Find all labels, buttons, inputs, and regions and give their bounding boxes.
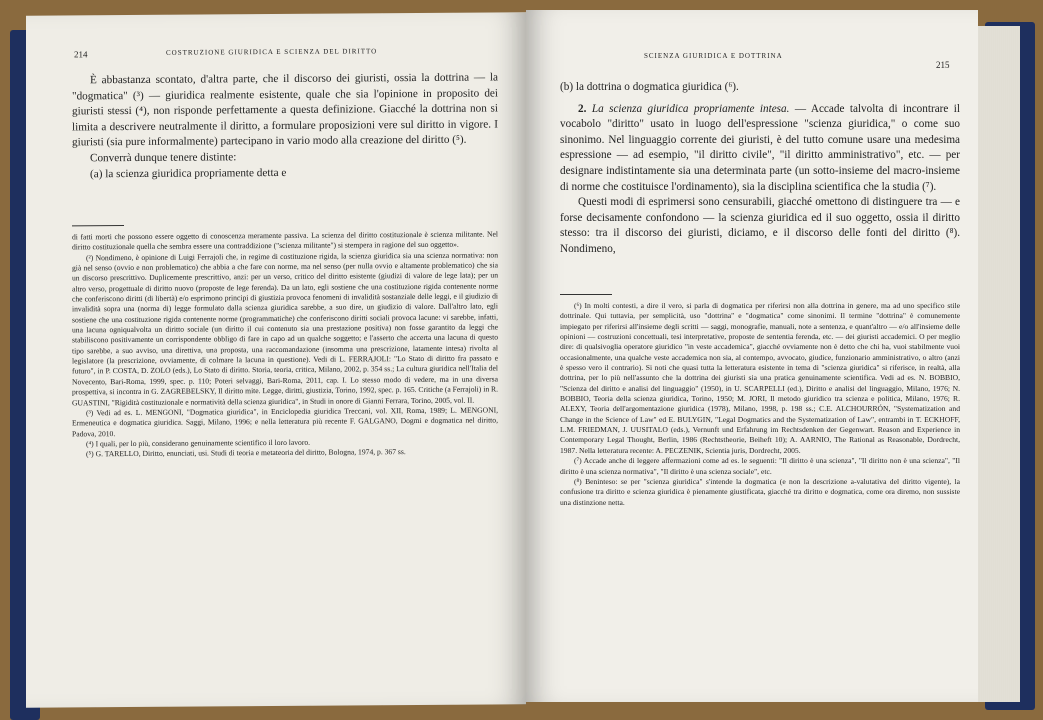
paragraph: Converrà dunque tenere distinte: bbox=[90, 151, 237, 165]
footnote: (²) Nondimeno, è opinione di Luigi Ferrajoli che, in regime di costituzione rigida, la scienza giuridica sia una scienza normativa: non già nel senso (ovvio e non problematico) che abbia a che fare con norme, ma nel senso (per nulla ovvio e altamente problematico) che sia un discorso prescrittivo. Duplicemente prescrittivo, anzi: per un verso, critico del diritto esistente (giudizi di valore de lege lata); per un altro verso, progettuale di diritto nuovo (proposte de lege ferenda). Da un lato, egli sostiene che una costituzione rigida contenente norme che conferiscono diritti (di libertà) e/o esprimono principi di giustizia provoca fenomeni di invalidità sostanziale delle leggi, e il giudizio di invalidità sopra una (norma di) legge formulato dalla scienza giuridica sarebbe, a suo dire, un giudizio di valore. Dall'altro lato, egli sostiene che una costituzione rigida contenente norme (programmatiche) che conferiscono diritti sociali provoca lacune: vi sarebbe, infatti, una lacuna ogniqualvolta un diritto sociale (un diritto il cui contenuto sia una prestazione positiva) non fosse garantito da leggi che stabiliscono positivamente un corrispondente obbligo di fare in capo ad un qualche soggetto; e l'asserto che accerta una lacuna di questo tipo sarebbe, a suo avviso, una direttiva, una proposta, una raccomandazione (insomma una prescrizione, latamente intesa) rivolta al legislatore (la prescrizione, ovviamente, di colmare la lacuna in questione). Vedi di L. FERRAJOLI: "Lo Stato di diritto fra passato e futuro", in P. COSTA, D. ZOLO (eds.), Lo Stato di diritto. Storia, teoria, critica, Milano, 2002, p. 354 ss.; La cultura giuridica nell'Italia del Novecento, Bari-Roma, 1999, spec. p. 110; Poteri selvaggi, Bari-Roma, 2011, cap. I. Lo stesso modo di vedere, ma in una diversa prospettiva, si incontra in G. ZAGREBELSKY, Il diritto mite. Legge, diritti, giustizia, Torino, 1992, spec. p. 165. Critiche (a Ferrajoli) in R. GUASTINI, "Rigidità costituzionale e normatività della scienza giuridica", in Studi in onore di Gianni Ferrara, Torino, 2005, vol. II. bbox=[72, 250, 498, 407]
running-head: SCIENZA GIURIDICA E DOTTRINA bbox=[644, 52, 783, 60]
footnote: (⁵) G. TARELLO, Diritto, enunciati, usi. Studi di teoria e metateoria del diritto, Bologna, 1974, p. 367 ss. bbox=[86, 447, 406, 459]
footnote: di fatti morti che possono essere oggetto di conoscenza meramente passiva. La scienza del diritto costituzionale è scienza militante. Nel diritto costituzionale quella che sembra essere una contraddizione ("scienza militante") si stempera in ragione del suo oggetto». bbox=[72, 229, 498, 252]
footnotes bbox=[72, 229, 498, 460]
section-text: — Accade talvolta di incontrare il vocabolo "diritto" usato in luogo dell'espressione "scienza giuridica," o come suo sinonimo. Nel linguaggio corrente dei giuristi, è del tutto comune usare una medesima espressione — ad esempio, "il diritto civile", "il diritto amministrativo", etc. — per designare indistintamente sia una determinata parte (un sotto-insieme del macro-insieme di norme che costituisce l'ordinamento), sia la disciplina scientifica che la studia (⁷). bbox=[560, 102, 961, 193]
page-number: 214 bbox=[74, 49, 88, 60]
footnote-rule bbox=[72, 225, 124, 226]
paragraph: (b) la dottrina o dogmatica giuridica (⁶). bbox=[560, 81, 739, 93]
body-text bbox=[72, 70, 498, 182]
footnotes bbox=[560, 301, 960, 508]
page-number: 215 bbox=[936, 60, 950, 70]
section-number: 2. bbox=[578, 102, 587, 115]
footnote: (³) Vedi ad es. L. MENGONI, "Dogmatica giuridica", in Enciclopedia giuridica Treccani, vol. XII, Roma, 1989; L. MENGONI, Ermeneutica e dogmatica giuridica. Saggi, Milano, 1996; e nella letteratura più recente F. GALGANO, Dogmi e dogmatica nel diritto, Padova, 2010. bbox=[72, 405, 498, 438]
footnote: (⁷) Accade anche di leggere affermazioni come ad es. le seguenti: "Il diritto è una scienza", "Il diritto non è una scienza", "Il diritto è una scienza normativa", "Il diritto è una scienza sociale", etc. bbox=[560, 456, 960, 476]
paragraph: È abbastanza scontato, d'altra parte, che il discorso dei giuristi, ossia la dottrina — la "dogmatica" (³) — giuridica realmente esistente, quale che sia l'opinione in proposito dei giuristi stessi (⁴), non risponde perfettamente a questa definizione. Giacché la dottrina non si limita a descrivere neutralmente il diritto, a formulare proposizioni vere sul diritto in vigore. I giuristi (sia pure informalmente) partecipano in vario modo alla creazione del diritto (⁵). bbox=[72, 71, 498, 149]
left-page bbox=[26, 12, 526, 707]
running-head: COSTRUZIONE GIURIDICA E SCIENZA DEL DIRITTO bbox=[166, 47, 378, 57]
section-paragraph bbox=[560, 102, 960, 196]
footnote-rule bbox=[560, 294, 612, 295]
body-text bbox=[560, 80, 960, 258]
right-page bbox=[526, 10, 978, 702]
footnote: (⁶) In molti contesti, a dire il vero, si parla di dogmatica per riferirsi non alla dottrina in genere, ma ad uno specifico stile dottrinale. Qui tuttavia, per semplicità, uso "dottrina" e "dogmatica" come sinonimi. Il termine "dottrina" è comunemente impiegato per riferirsi all'insieme degli scritti — saggi, monografie, manuali, note a sentenza, e quant'altro — e/o all'insieme delle opinioni — costruzioni concettuali, tesi interpretative, proposte de sententia ferenda, etc. — dei giuristi accademici. O per meglio dire: di qualsivoglia operatore giuridico "in veste accademica", giacché ovviamente non è detto che chi ha, vuoi stabilmente vuoi occasionalmente, una qualche veste accademica non sia, al contempo, avvocato, giudice, funzionario amministrativo, o altro (anzi è spesso vero il contrario). Si noti che quasi tutta la letteratura esistente in tema di "scienza giuridica" si riferisce, in realtà, alla dottrina, per lo più nell'assunto che la dottrina dei giuristi sia una pratica genuinamente scientifica. Vedi ad es. N. BOBBIO, "Scienza del diritto e analisi del linguaggio" (1950), in U. SCARPELLI (ed.), Diritto e analisi del linguaggio, Milano, 1976; N. BOBBIO, Teoria della scienza giuridica, Torino, 1950; M. JORI, Il metodo giuridico tra scienza e politica, Milano, 1976; R. ALEXY, Teoria dell'argomentazione giuridica (1978), Milano, 1998, p. 198 ss.; C.E. ALCHOURRÓN, "Systematization and Change in the Science of Law" ed E. BULYGIN, "Legal Dogmatics and the Systematization of Law", entrambi in T. ECKHOFF, L.M. FRIEDMAN, J. UUSITALO (eds.), Vernunft und Erfahrung im Rechtsdenken der Gegenwart. Reason and Experience in Contemporary Legal Thought, Berlin, 1986 (Rechtstheorie, Beiheft 10); A. AARNIO, The Rational as Reasonable, Dordrecht, 1987. Nella letteratura recente: A. PECZENIK, Scientia juris, Dordrecht, 2005. bbox=[560, 301, 960, 455]
section-title: La scienza giuridica propriamente intesa. bbox=[591, 102, 790, 115]
paragraph: Questi modi di esprimersi sono censurabili, giacché omettono di distinguere tra — e forse decisamente confondono — la scienza giuridica ed il suo oggetto, ossia il diritto stesso: tra il discorso dei giuristi, diciamo, e il discorso delle fonti del diritto (⁸). Nondimeno, bbox=[560, 196, 960, 255]
footnote: (⁴) I quali, per lo più, considerano genuinamente scientifico il loro lavoro. bbox=[86, 437, 311, 449]
footnote: (⁸) Beninteso: se per "scienza giuridica" s'intende la dogmatica (e non la descrizione a-valutativa del diritto vigente), la confusione tra diritto e scienza giuridica è pienamente giustificata, giacché tra diritto e dogmatica, come ora diremo, non sussiste una distinzione netta. bbox=[560, 476, 960, 507]
paragraph: (a) la scienza giuridica propriamente detta e bbox=[90, 166, 287, 180]
